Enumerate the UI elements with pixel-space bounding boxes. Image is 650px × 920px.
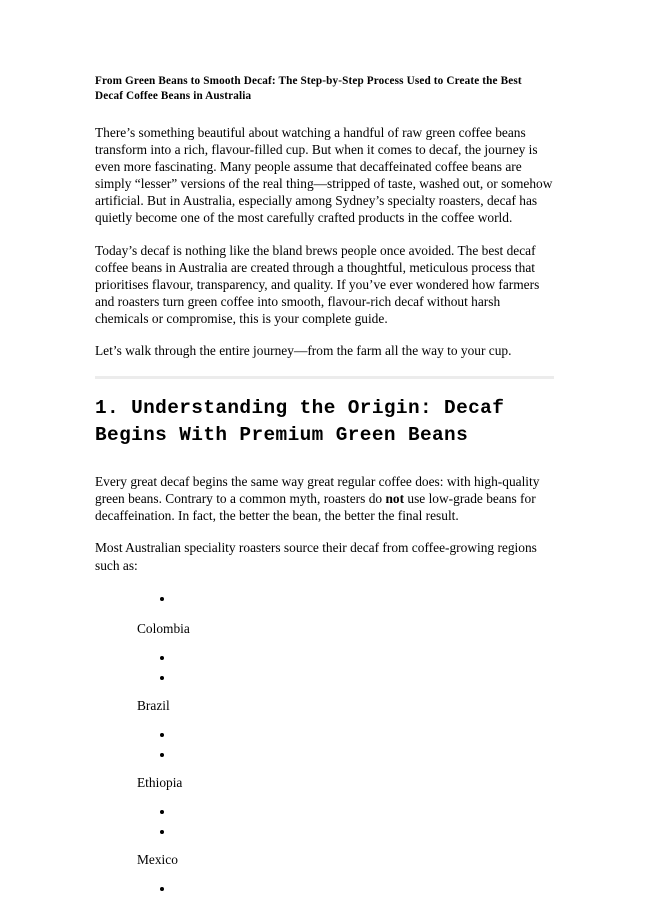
list-bullet-marker bbox=[95, 669, 554, 689]
page-title: From Green Beans to Smooth Decaf: The Step-by-Step Process Used to Create the Best Decaf Coffee Beans in Australia bbox=[95, 75, 522, 102]
list-spacer bbox=[95, 791, 554, 803]
heading-spacer bbox=[95, 449, 554, 473]
intro-paragraph-1: There’s something beautiful about watching a handful of raw green coffee beans transform into a rich, flavour-filled cup. But when it comes to decaf, the journey is even more fascinating. Many people assume that decaffeinated coffee beans are simply “lesser” versions of the real thing—stripped of taste, washed out, or somehow artificial. But in Australia, especially among Sydney’s specialty roasters, decaf has quietly become one of the most carefully crafted products in the coffee world. bbox=[95, 125, 553, 226]
list-item: Mexico bbox=[137, 851, 178, 867]
list-item: Ethiopia bbox=[137, 774, 183, 790]
paragraph-spacer bbox=[95, 524, 554, 539]
list-bullet-marker bbox=[95, 649, 554, 669]
list-bullet-marker bbox=[95, 823, 554, 843]
list-spacer bbox=[95, 610, 554, 620]
list-item: Brazil bbox=[137, 697, 170, 713]
bullet-icon bbox=[160, 656, 164, 660]
bullet-icon bbox=[160, 597, 164, 601]
list-spacer bbox=[95, 714, 554, 726]
list-spacer bbox=[95, 689, 554, 697]
list-spacer bbox=[95, 868, 554, 880]
document-content bbox=[95, 74, 554, 900]
list-spacer bbox=[95, 843, 554, 851]
list-spacer bbox=[95, 766, 554, 774]
section-heading-1: 1. Understanding the Origin: Decaf Begins With Premium Green Beans bbox=[95, 397, 505, 447]
bullet-icon bbox=[160, 810, 164, 814]
emphasis-not: not bbox=[385, 491, 405, 507]
section-divider bbox=[95, 376, 554, 379]
list-bullet-marker bbox=[95, 803, 554, 823]
list-item: Colombia bbox=[137, 620, 190, 636]
bullet-icon bbox=[160, 733, 164, 737]
paragraph-spacer bbox=[95, 327, 554, 342]
bullet-icon bbox=[160, 887, 164, 891]
list-bullet-marker bbox=[95, 590, 554, 610]
list-top-spacer bbox=[95, 574, 554, 590]
list-spacer bbox=[95, 637, 554, 649]
section-paragraph-1-part-a: Every great decaf begins the same way great regular coffee does: with high-quality green beans. Contrary to a common myth, roasters do bbox=[95, 474, 540, 507]
list-bullet-marker bbox=[95, 726, 554, 746]
list-bullet-marker bbox=[95, 746, 554, 766]
regions-list bbox=[95, 590, 554, 900]
title-spacer bbox=[95, 103, 554, 124]
section-paragraph-1 bbox=[95, 473, 554, 524]
paragraph-spacer bbox=[95, 227, 554, 242]
section-divider-wrap bbox=[95, 359, 554, 395]
section-list-intro: Most Australian speciality roasters source their decaf from coffee-growing regions such as: bbox=[95, 540, 537, 573]
bullet-icon bbox=[160, 676, 164, 680]
intro-paragraph-3: Let’s walk through the entire journey—from the farm all the way to your cup. bbox=[95, 343, 512, 359]
bullet-icon bbox=[160, 753, 164, 757]
intro-paragraph-2: Today’s decaf is nothing like the bland brews people once avoided. The best decaf coffee beans in Australia are created through a thoughtful, meticulous process that prioritises flavour, transparency, and quality. If you’ve ever wondered how farmers and roasters turn green coffee into smooth, flavour-rich decaf without harsh chemicals or compromise, this is your complete guide. bbox=[95, 242, 540, 326]
section-paragraph-1-part-b: use low-grade beans for decaffeination. In fact, the better the bean, the better the final result. bbox=[95, 491, 536, 524]
list-bullet-marker bbox=[95, 880, 554, 900]
bullet-icon bbox=[160, 830, 164, 834]
